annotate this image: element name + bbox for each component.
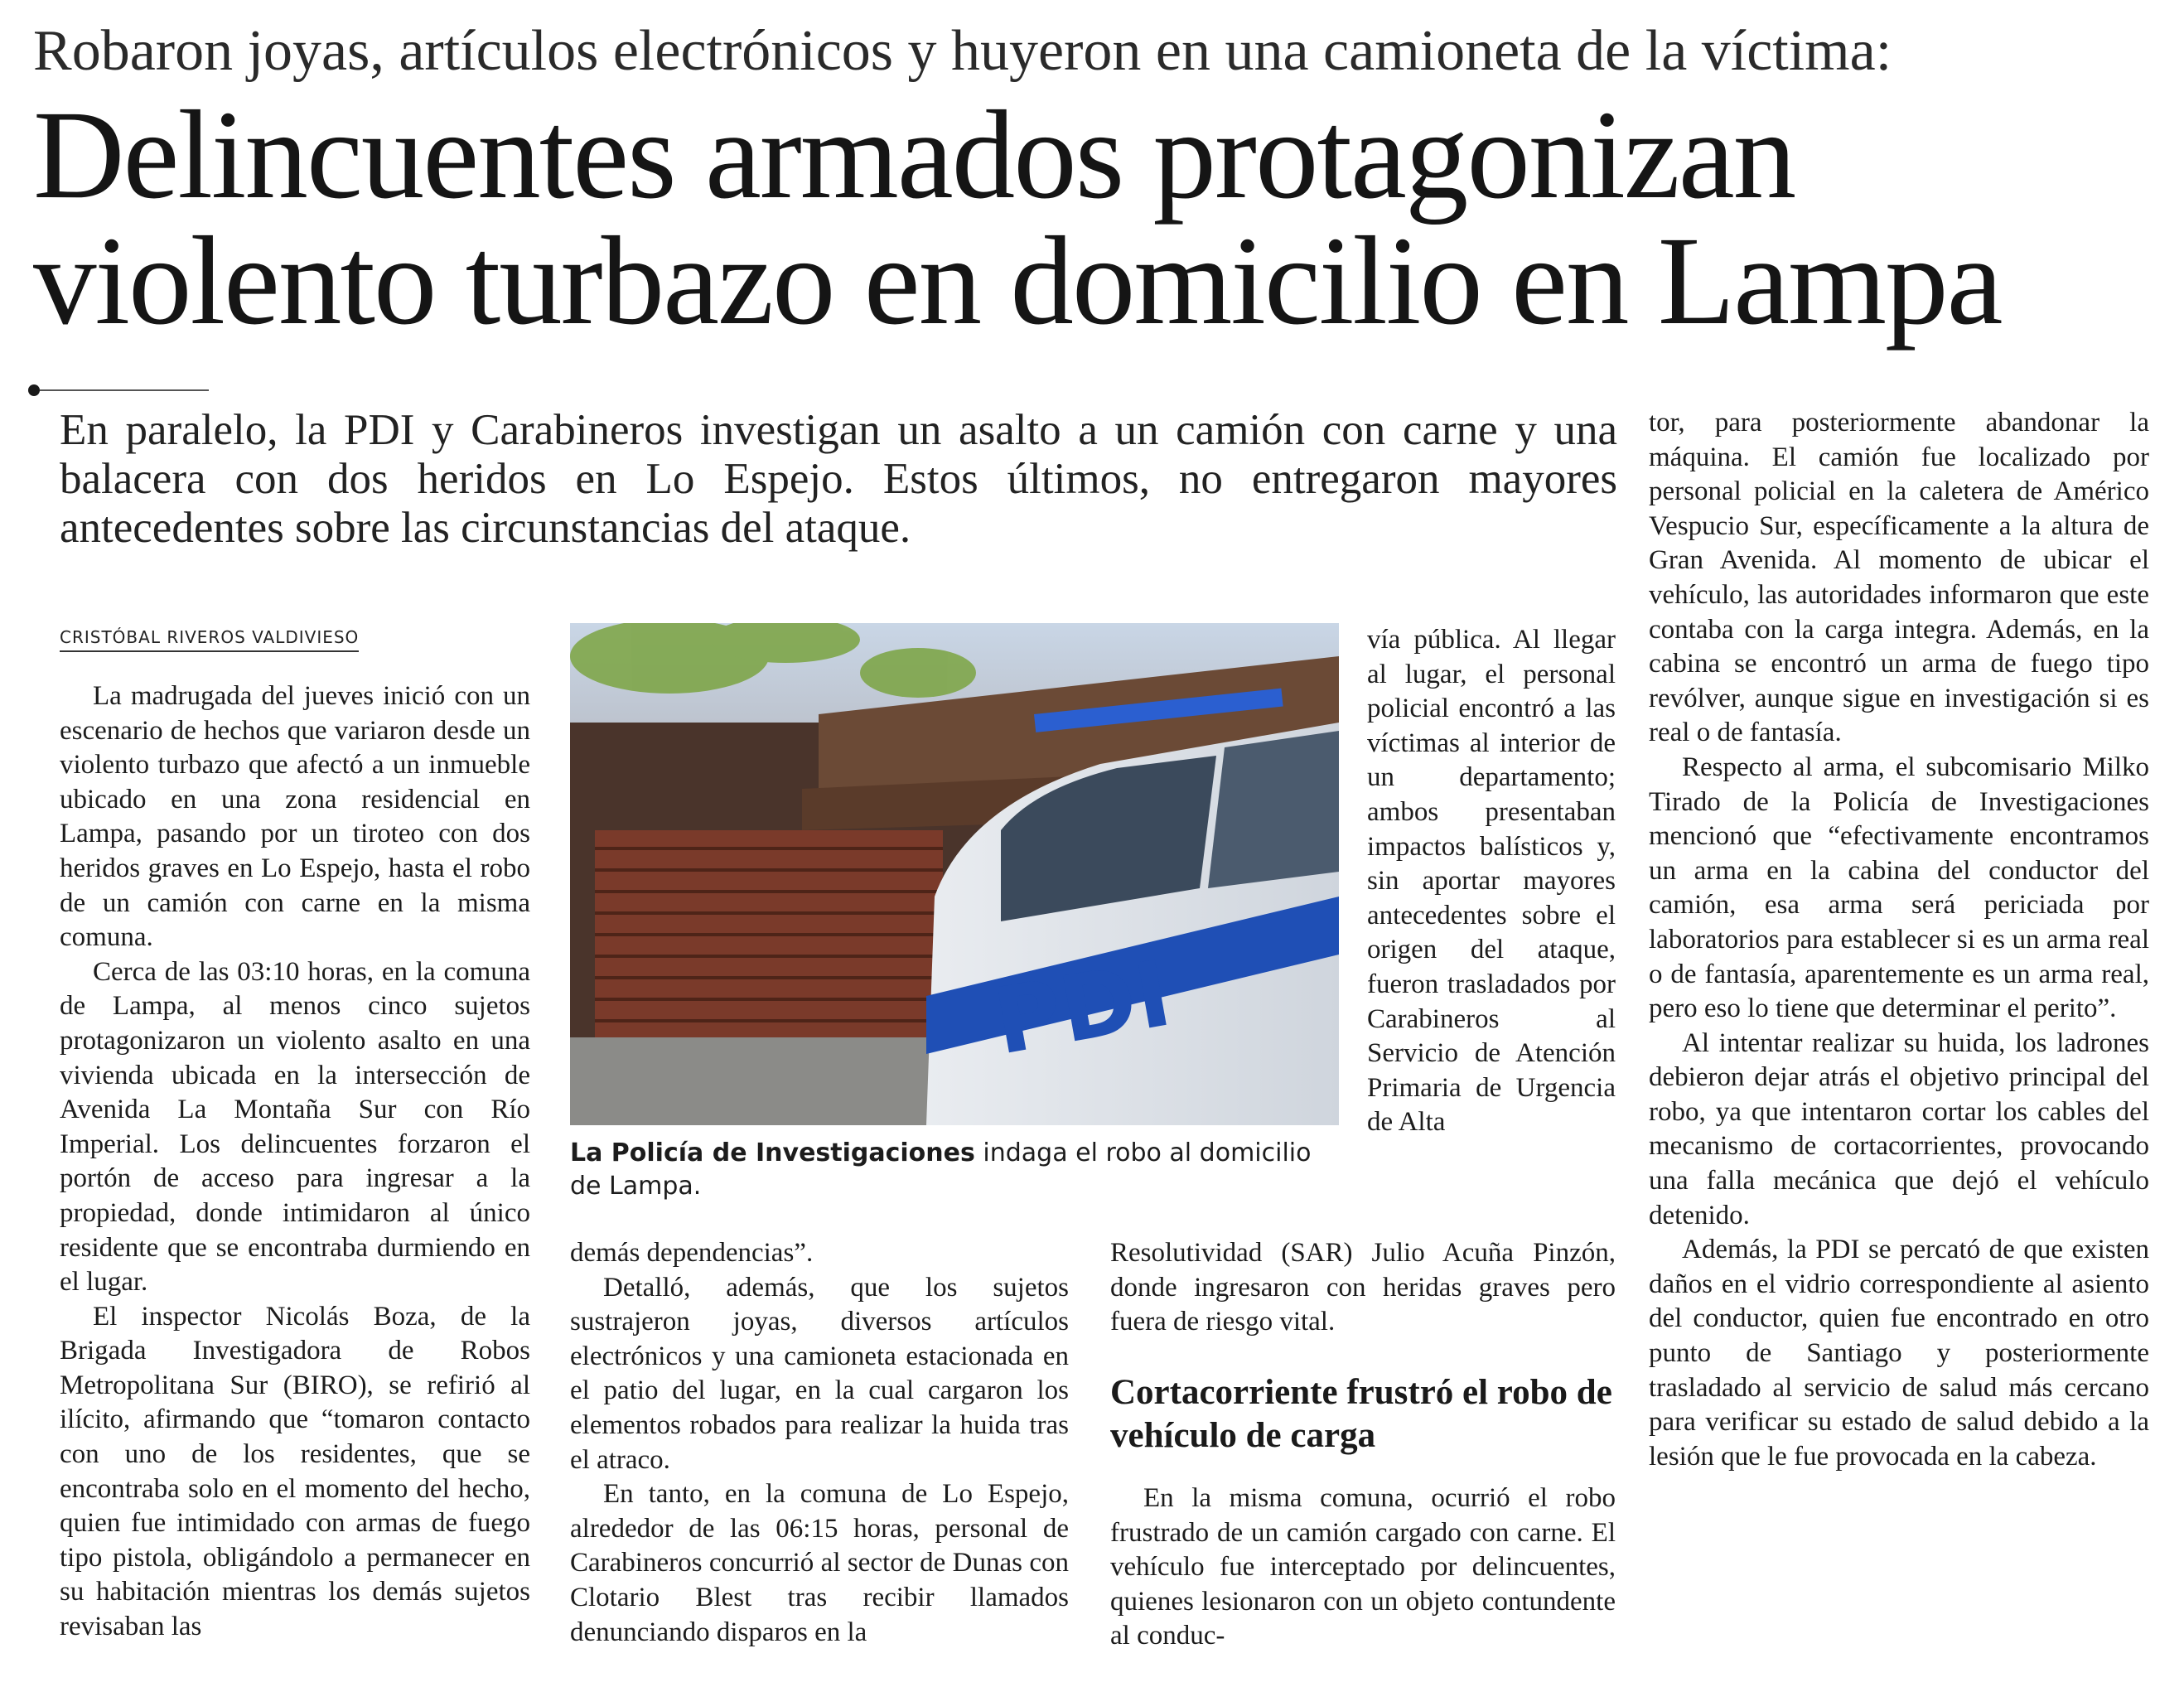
kicker: Robaron joyas, artículos electrónicos y huyeron en una camioneta de la víctima: bbox=[33, 19, 1892, 83]
paragraph: En tanto, en la comuna de Lo Espejo, alrededor de las 06:15 horas, personal de Carabineros concurrió al sector de Dunas con Clotario Blest tras recibir llamados denunciando disparos en la bbox=[570, 1479, 1069, 1647]
paragraph: Detalló, además, que los sujetos sustrajeron joyas, diversos artículos electrónicos y una camioneta estacionada en el patio del lugar, en la cual cargaron los elementos robados para realizar la huida tras el atraco. bbox=[570, 1272, 1069, 1475]
paragraph: vía pública. Al llegar al lugar, el personal policial encontró a las víctimas al interior de un departamento; ambos presentaban impactos balísticos y, sin aportar mayores antecedentes sobre el origen del ataque, fueron trasladados por Carabineros al Servicio de Atención Primaria de Urgencia de Alta bbox=[1367, 625, 1616, 1138]
paragraph: tor, para posteriormente abandonar la máquina. El camión fue localizado por personal policial en la caletera de Américo Vespucio Sur, específicamente a la altura de Gran Avenida. Al momento de ubicar el vehículo, las autoridades informaron que este contaba con la carga integra. Además, en la cabina se encontró un arma de fuego tipo revólver, aunque sigue en investigación si es real o de fantasía. bbox=[1649, 408, 2149, 748]
caption-text: indaga el robo al domicilio de Lampa. bbox=[570, 1138, 1312, 1201]
column-3-after bbox=[1110, 1482, 1616, 1654]
bullet-dot-icon bbox=[28, 384, 40, 396]
vehicle-text: PDI bbox=[986, 940, 1179, 1076]
deck-summary: En paralelo, la PDI y Carabineros investigan un asalto a un camión con carne y una balacera con dos heridos en Lo Espejo. Estos últimos, no entregaron mayores antecedentes sobre las circunstancias del ataque. bbox=[60, 406, 1617, 552]
column-3-bottom bbox=[1110, 1236, 1616, 1340]
photo-caption bbox=[570, 1137, 1339, 1203]
paragraph: Cerca de las 03:10 horas, en la comuna de Lampa, al menos cinco sujetos protagonizaron un violento asalto en una vivienda ubicada en la intersección de Avenida La Montaña Sur con Río Imperial. Los delincuentes forzaron el portón de acceso para ingresar a la propiedad, donde intimidaron al único residente que se encontraba durmiendo en el lugar. bbox=[60, 956, 530, 1298]
paragraph: En la misma comuna, ocurrió el robo frustrado de un camión cargado con carne. El vehículo fue interceptado por delincuentes, quienes lesionaron con un objeto contundente al conduc- bbox=[1110, 1483, 1616, 1651]
column-1 bbox=[60, 679, 530, 1645]
paragraph: demás dependencias”. bbox=[570, 1238, 814, 1268]
article-photo bbox=[570, 623, 1339, 1125]
decorative-bullet-rule bbox=[28, 383, 209, 396]
byline: CRISTÓBAL RIVEROS VALDIVIESO bbox=[60, 627, 359, 652]
paragraph: El inspector Nicolás Boza, de la Brigada Investigadora de Robos Metropolitana Sur (BIRO), se refirió al ilícito, afirmando que “tomaron contacto con uno de los residentes, que se encontraba solo en el momento del hecho, quien fue intimidado con armas de fuego tipo pistola, obligándolo a permanecer en su habitación mientras los demás sujetos revisaban las bbox=[60, 1301, 530, 1642]
paragraph: Al intentar realizar su huida, los ladrones debieron dejar atrás el objetivo principal del robo, ya que intentaron cortar los cables del mecanismo de cortacorrientes, provocando una falla mecánica que dejó el vehículo detenido. bbox=[1649, 1027, 2149, 1230]
column-4 bbox=[1649, 406, 2149, 1474]
column-2 bbox=[570, 1236, 1069, 1650]
column-3-top bbox=[1367, 623, 1616, 1140]
subheading: Cortacorriente frustró el robo de vehículo de carga bbox=[1110, 1373, 1612, 1455]
police-car-photo bbox=[570, 623, 1339, 1125]
paragraph: La madrugada del jueves inició con un escenario de hechos que variaron desde un violento turbazo que afectó a un inmueble ubicado en una zona residencial en Lampa, pasando por un tiroteo con dos heridos graves en Lo Espejo, hasta el robo de un camión con carne en la misma comuna. bbox=[60, 681, 530, 953]
rule-line bbox=[40, 389, 209, 391]
headline bbox=[33, 85, 2171, 351]
caption-bold: La Policía de Investigaciones bbox=[570, 1138, 975, 1167]
headline-line-2: violento turbazo en domicilio en Lampa bbox=[33, 211, 2002, 351]
headline-line-1: Delincuentes armados protagonizan bbox=[33, 85, 1795, 225]
paragraph: Respecto al arma, el subcomisario Milko Tirado de la Policía de Investigaciones mencionó que “efectivamente encontramos un arma en la cabina del conductor del camión, esa arma será periciada por laboratorios para establecer si es un arma real o de fantasía, aparentemente es un arma real, pero eso lo tiene que determinar el perito”. bbox=[1649, 752, 2149, 1024]
paragraph: Además, la PDI se percató de que existen daños en el vidrio correspondiente al asiento del conductor, quien fue encontrado en otro punto de Santiago y posteriormente trasladado al servicio de salud más cercano para verificar su estado de salud debido a la lesión que le fue provocada en la cabeza. bbox=[1649, 1235, 2149, 1472]
paragraph: Resolutividad (SAR) Julio Acuña Pinzón, donde ingresaron con heridas graves pero fuera de riesgo vital. bbox=[1110, 1238, 1616, 1337]
